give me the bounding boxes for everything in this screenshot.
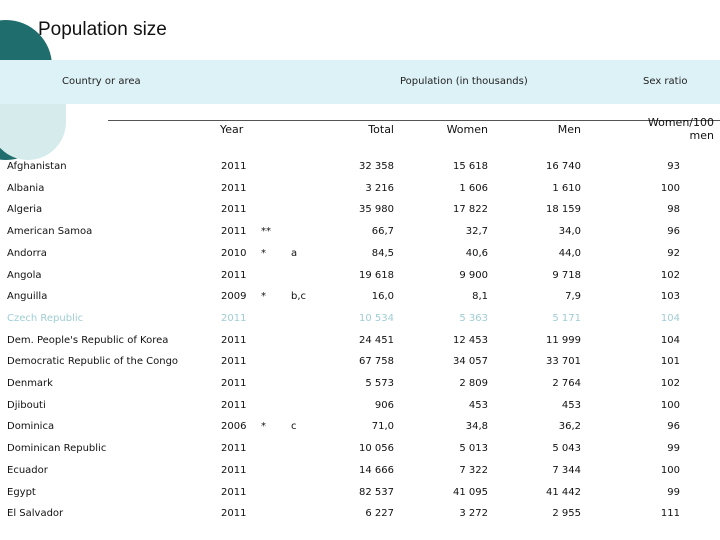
table-row xyxy=(0,222,720,243)
table-row xyxy=(0,483,720,504)
cell-note: a xyxy=(291,247,298,259)
cell-total: 3 216 xyxy=(365,182,394,194)
cell-year: 2011 xyxy=(221,334,247,346)
cell-men: 11 999 xyxy=(546,334,581,346)
cell-total: 32 358 xyxy=(359,161,394,172)
table-row xyxy=(0,461,720,482)
cell-country: Denmark xyxy=(7,378,53,389)
cell-country: Afghanistan xyxy=(7,161,67,172)
cell-women: 17 822 xyxy=(453,204,488,216)
cell-country: Dominica xyxy=(7,421,55,433)
cell-country: Dominican Republic xyxy=(7,443,107,455)
cell-women: 5 013 xyxy=(459,443,488,455)
header-women: Women xyxy=(446,123,488,136)
header-population: Population (in thousands) xyxy=(400,76,528,87)
cell-men: 2 955 xyxy=(552,508,581,520)
cell-sex-ratio: 104 xyxy=(660,312,680,324)
cell-women: 32,7 xyxy=(465,226,488,238)
cell-year: 2011 xyxy=(221,204,247,216)
cell-sex-ratio: 96 xyxy=(667,421,680,433)
cell-sex-ratio: 102 xyxy=(660,378,680,389)
cell-women: 41 095 xyxy=(453,486,488,498)
cell-sex-ratio: 103 xyxy=(660,291,680,303)
cell-total: 24 451 xyxy=(359,334,394,346)
cell-total: 906 xyxy=(374,399,394,411)
cell-year: 2011 xyxy=(221,269,247,281)
cell-sex-ratio: 104 xyxy=(660,334,680,346)
cell-year: 2011 xyxy=(221,312,247,324)
cell-note: c xyxy=(291,421,297,433)
cell-women: 9 900 xyxy=(459,269,488,281)
cell-men: 18 159 xyxy=(546,204,581,216)
cell-men: 36,2 xyxy=(558,421,581,433)
cell-note: b,c xyxy=(291,291,307,303)
cell-total: 5 573 xyxy=(365,378,394,389)
cell-men: 34,0 xyxy=(558,226,581,238)
table-row xyxy=(0,374,720,395)
cell-men: 44,0 xyxy=(558,247,581,259)
cell-year: 2011 xyxy=(221,399,247,411)
table-row xyxy=(0,439,720,460)
cell-women: 12 453 xyxy=(453,334,488,346)
cell-total: 14 666 xyxy=(359,464,394,476)
cell-year: 2011 xyxy=(221,378,247,389)
header-women-per-100-men: Women/100 men xyxy=(647,116,714,142)
cell-men: 453 xyxy=(561,399,581,411)
cell-women: 34,8 xyxy=(465,421,488,433)
cell-total: 84,5 xyxy=(371,247,394,259)
cell-men: 16 740 xyxy=(546,161,581,172)
cell-women: 34 057 xyxy=(453,356,488,368)
cell-year: 2011 xyxy=(221,182,247,194)
cell-sex-ratio: 100 xyxy=(660,399,680,411)
cell-marker: * xyxy=(261,291,266,303)
cell-country: Djibouti xyxy=(7,399,46,411)
cell-sex-ratio: 99 xyxy=(667,443,680,455)
cell-year: 2011 xyxy=(221,356,247,368)
cell-total: 19 618 xyxy=(359,269,394,281)
cell-country: Dem. People's Republic of Korea xyxy=(7,334,169,346)
cell-total: 16,0 xyxy=(371,291,394,303)
table-row xyxy=(0,266,720,287)
header-country: Country or area xyxy=(62,76,141,87)
cell-men: 7 344 xyxy=(552,464,581,476)
cell-women: 3 272 xyxy=(459,508,488,520)
cell-marker: ** xyxy=(261,226,271,238)
cell-women: 8,1 xyxy=(472,291,488,303)
cell-total: 66,7 xyxy=(371,226,394,238)
cell-men: 1 610 xyxy=(552,182,581,194)
cell-men: 7,9 xyxy=(565,291,581,303)
cell-men: 9 718 xyxy=(552,269,581,281)
cell-country: Czech Republic xyxy=(7,312,84,324)
table-row xyxy=(0,157,720,178)
cell-total: 35 980 xyxy=(359,204,394,216)
header-men: Men xyxy=(557,123,581,136)
table-row xyxy=(0,200,720,221)
cell-men: 2 764 xyxy=(552,378,581,389)
cell-country: Albania xyxy=(7,182,45,194)
cell-women: 15 618 xyxy=(453,161,488,172)
cell-country: Anguilla xyxy=(7,291,48,303)
header-year: Year xyxy=(220,123,244,136)
header-total: Total xyxy=(368,123,394,136)
cell-country: Angola xyxy=(7,269,42,281)
cell-year: 2011 xyxy=(221,508,247,520)
cell-sex-ratio: 98 xyxy=(667,204,680,216)
cell-women: 7 322 xyxy=(459,464,488,476)
cell-women: 453 xyxy=(468,399,488,411)
table-row xyxy=(0,396,720,417)
cell-women: 1 606 xyxy=(459,182,488,194)
header-sex-ratio: Sex ratio xyxy=(643,76,688,87)
cell-sex-ratio: 101 xyxy=(660,356,680,368)
cell-country: Andorra xyxy=(7,247,47,259)
cell-men: 5 043 xyxy=(552,443,581,455)
cell-sex-ratio: 100 xyxy=(660,182,680,194)
cell-country: Egypt xyxy=(7,486,36,498)
cell-sex-ratio: 100 xyxy=(660,464,680,476)
header-divider xyxy=(108,120,720,121)
table-row xyxy=(0,417,720,438)
cell-total: 10 534 xyxy=(359,312,394,324)
cell-year: 2011 xyxy=(221,464,247,476)
cell-men: 41 442 xyxy=(546,486,581,498)
cell-country: Democratic Republic of the Congo xyxy=(7,356,179,368)
cell-women: 5 363 xyxy=(459,312,488,324)
page-title: Population size xyxy=(38,19,167,40)
cell-men: 5 171 xyxy=(552,312,581,324)
cell-sex-ratio: 111 xyxy=(660,508,680,520)
cell-year: 2011 xyxy=(221,161,247,172)
cell-country: El Salvador xyxy=(7,508,64,520)
cell-year: 2011 xyxy=(221,443,247,455)
cell-sex-ratio: 99 xyxy=(667,486,680,498)
table-row xyxy=(0,179,720,200)
cell-sex-ratio: 93 xyxy=(667,161,680,172)
cell-year: 2011 xyxy=(221,226,247,238)
cell-year: 2009 xyxy=(221,291,247,303)
table-row xyxy=(0,287,720,308)
cell-marker: * xyxy=(261,421,266,433)
cell-sex-ratio: 102 xyxy=(660,269,680,281)
cell-year: 2010 xyxy=(221,247,247,259)
cell-country: Ecuador xyxy=(7,464,48,476)
cell-total: 10 056 xyxy=(359,443,394,455)
cell-total: 82 537 xyxy=(359,486,394,498)
table-header-band xyxy=(0,60,720,104)
table-row xyxy=(0,309,720,330)
table-row xyxy=(0,504,720,525)
cell-women: 2 809 xyxy=(459,378,488,389)
cell-sex-ratio: 92 xyxy=(667,247,680,259)
cell-total: 6 227 xyxy=(365,508,394,520)
cell-year: 2011 xyxy=(221,486,247,498)
cell-year: 2006 xyxy=(221,421,247,433)
cell-total: 67 758 xyxy=(359,356,394,368)
table-row xyxy=(0,331,720,352)
cell-men: 33 701 xyxy=(546,356,581,368)
table-row xyxy=(0,244,720,265)
cell-marker: * xyxy=(261,247,266,259)
cell-total: 71,0 xyxy=(371,421,394,433)
cell-women: 40,6 xyxy=(465,247,488,259)
cell-sex-ratio: 96 xyxy=(667,226,680,238)
cell-country: Algeria xyxy=(7,204,43,216)
table-row xyxy=(0,352,720,373)
cell-country: American Samoa xyxy=(7,226,93,238)
